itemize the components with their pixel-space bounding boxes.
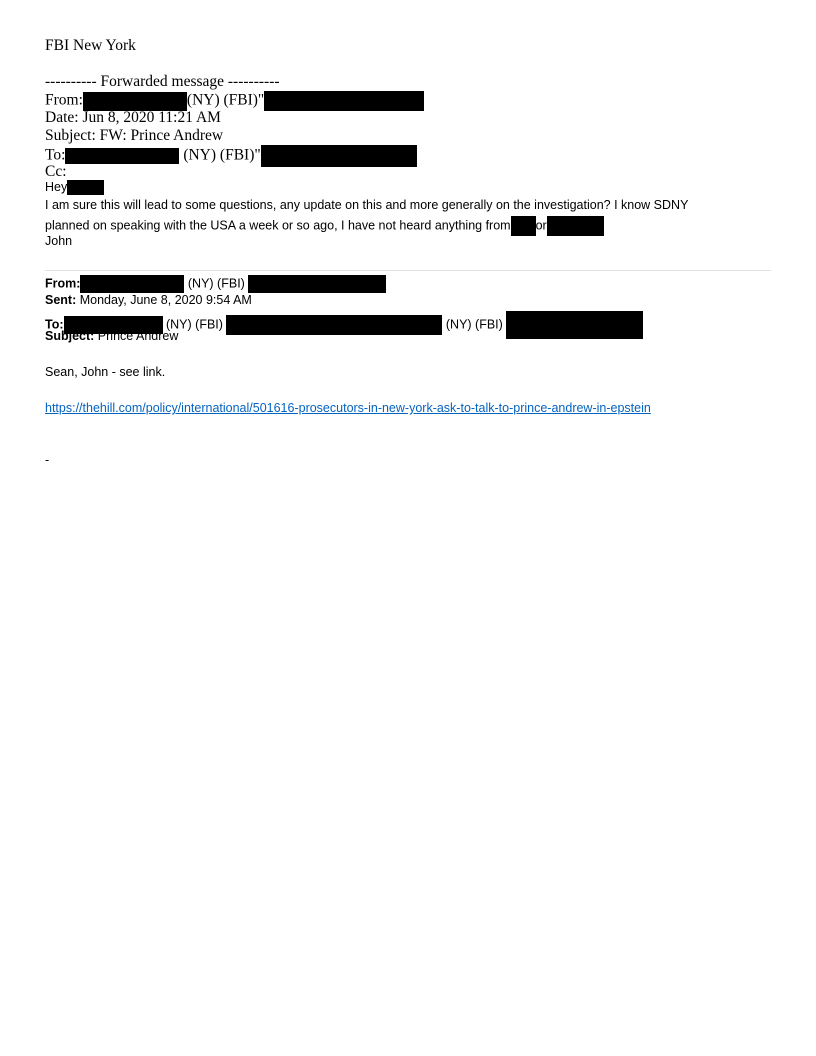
original-subject-value: Prince Andrew [94,329,179,343]
forward-to-label: To: [45,146,66,164]
original-to-label: To: [45,317,64,332]
article-link[interactable]: https://thehill.com/policy/international/501616-prosecutors-in-new-york-ask-to-talk-to-prince-andrew-in-epstein [45,401,651,415]
forward-to-line [45,145,417,167]
redaction-block [226,315,442,335]
reply-body-or: or [535,218,547,233]
original-from-label: From: [45,276,81,291]
redaction-block [261,145,417,167]
original-subject-line [45,329,178,343]
redaction-block [83,92,187,111]
article-link-line [45,401,651,415]
forward-date: Date: Jun 8, 2020 11:21 AM [45,109,221,126]
redaction-block [65,148,179,164]
redaction-block [67,180,104,195]
forward-from-label: From: [45,91,83,109]
message-divider [45,270,771,271]
reply-signature: John [45,234,73,248]
reply-greeting-line [45,180,104,195]
org-heading: FBI New York [45,37,136,54]
forward-from-line [45,91,424,111]
original-sent-line [45,293,252,307]
original-sent-label: Sent: [45,293,77,307]
forward-from-org: (NY) (FBI)" [186,91,265,109]
redaction-block [506,311,643,339]
forward-cc: Cc: [45,163,67,180]
redaction-block [264,91,424,111]
redaction-block [248,275,386,293]
original-subject-label: Subject: [45,329,95,343]
forward-to-org: (NY) (FBI)" [179,146,261,164]
redaction-block [547,216,604,236]
reply-greeting: Hey [45,180,68,194]
original-from-org: (NY) (FBI) [184,276,249,291]
original-from-line [45,275,386,293]
redaction-block [80,275,184,293]
forward-subject: Subject: FW: Prince Andrew [45,127,224,144]
original-body: Sean, John - see link. [45,365,166,379]
original-sent-value: Monday, June 8, 2020 9:54 AM [76,293,252,307]
original-to-org-1: (NY) (FBI) [162,317,227,332]
forward-separator: ---------- Forwarded message ---------- [45,73,280,90]
reply-body-line-1: I am sure this will lead to some questions, any update on this and more generally on the investigation? I know SDNY [45,198,689,212]
redaction-block [511,216,536,236]
reply-body-line-2 [45,216,604,236]
reply-body-text: planned on speaking with the USA a week or so ago, I have not heard anything from [45,218,511,233]
original-to-org-2: (NY) (FBI) [442,317,507,332]
trailing-dash: - [45,453,50,467]
